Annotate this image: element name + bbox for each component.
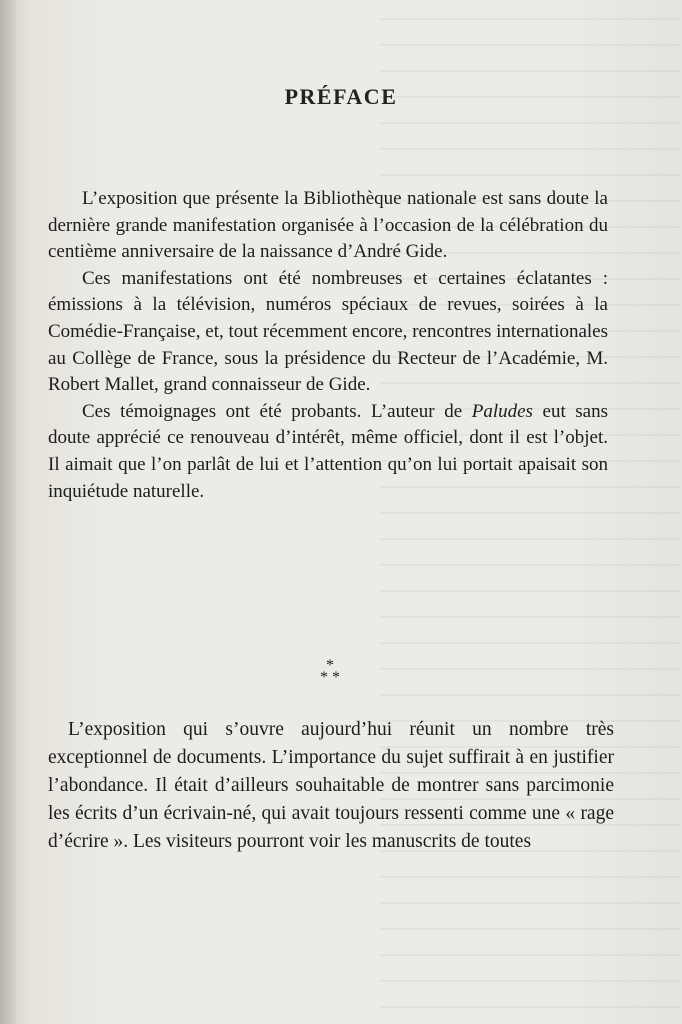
paragraph-3 [48, 399, 608, 505]
asterism-top: * [326, 657, 334, 674]
page-gutter [0, 0, 16, 1024]
preface-section-two [48, 716, 614, 856]
paragraph-3-end: eut sans doute apprécié ce renouveau d’intérêt, même officiel, dont il est l’objet. Il aimait que l’on parlât de lui et l’attention qu’on lui portait apaisait son inquiétude naturelle. [48, 400, 609, 502]
paludes-title: Paludes [471, 400, 533, 422]
paragraph-2: Ces manifestations ont été nombreuses et certaines éclatantes : émissions à la télévision, numéros spéciaux de revues, soirées à la Comédie-Française, et, tout récemment encore, rencontres internationales au Collège de France, sous la présidence du Recteur de l’Académie, M. Robert Mallet, grand connaisseur de Gide. [48, 267, 608, 396]
page-title: PRÉFACE [284, 84, 398, 109]
preface-section-one [48, 186, 608, 505]
paragraph-1: L’exposition que présente la Bibliothèque nationale est sans doute la dernière grande manifestation organisée à l’occasion de la célébration du centième anniversaire de la naissance d’André Gide. [48, 188, 608, 263]
show-through-text [380, 0, 680, 1024]
asterism-separator [300, 657, 360, 690]
paragraph-4: L’exposition qui s’ouvre aujourd’hui réunit un nombre très exceptionnel de documents. L’importance du sujet suffirait à en justifier l’abondance. Il était d’ailleurs souhaitable de montrer sans parcimonie les écrits d’un écrivain-né, qui avait toujours ressenti comme une « rage d’écrire ». Les visiteurs pourront voir les manuscrits de toutes [48, 719, 614, 852]
paragraph-3-start: Ces témoignages ont été probants. L’auteur de [82, 400, 472, 422]
asterism-bottom: * * [320, 669, 340, 686]
